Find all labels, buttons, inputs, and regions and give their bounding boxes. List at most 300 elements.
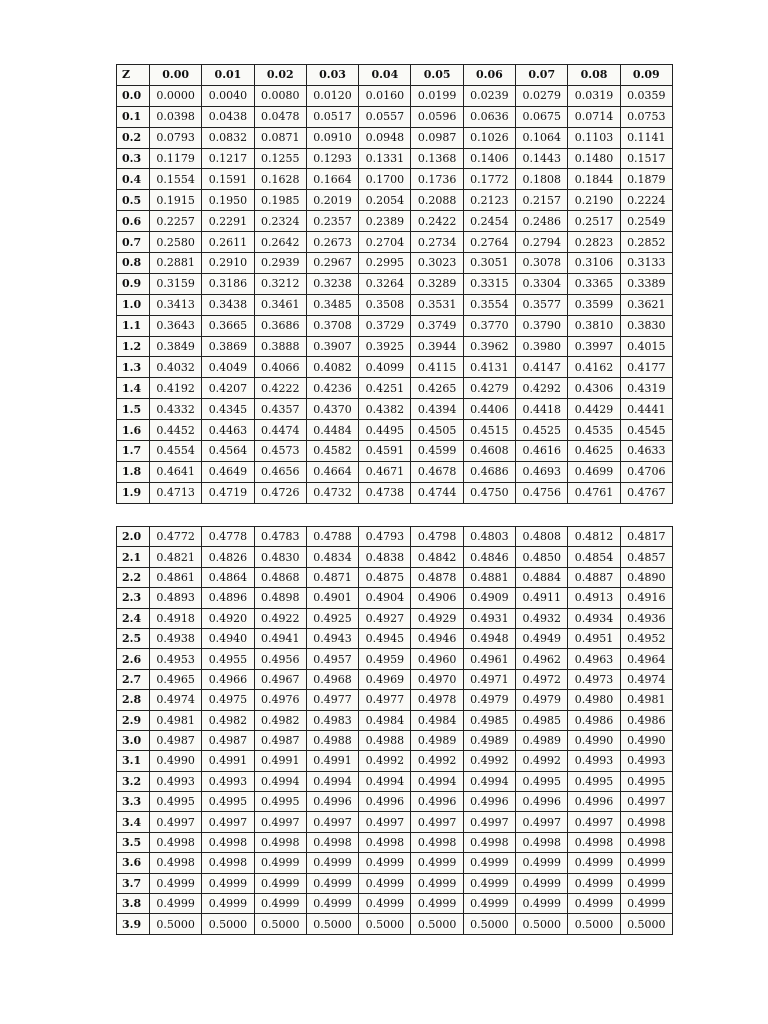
probability-cell: 0.4999 bbox=[202, 873, 254, 893]
probability-cell: 0.4893 bbox=[150, 588, 202, 608]
probability-cell: 0.1915 bbox=[150, 190, 202, 211]
probability-cell: 0.2673 bbox=[306, 232, 358, 253]
probability-cell: 0.0000 bbox=[150, 85, 202, 106]
probability-cell: 0.2794 bbox=[516, 232, 568, 253]
table-row bbox=[117, 853, 673, 873]
probability-cell: 0.1480 bbox=[568, 148, 620, 169]
probability-cell: 0.4357 bbox=[254, 399, 306, 420]
probability-cell: 0.4997 bbox=[620, 792, 672, 812]
z-value-cell: 3.3 bbox=[117, 792, 150, 812]
probability-cell: 0.4999 bbox=[306, 873, 358, 893]
probability-cell: 0.1406 bbox=[463, 148, 515, 169]
probability-cell: 0.0753 bbox=[620, 106, 672, 127]
probability-cell: 0.3023 bbox=[411, 253, 463, 274]
z-value-cell: 3.0 bbox=[117, 730, 150, 750]
probability-cell: 0.5000 bbox=[202, 914, 254, 934]
probability-cell: 0.4306 bbox=[568, 378, 620, 399]
probability-cell: 0.3304 bbox=[516, 273, 568, 294]
probability-cell: 0.3186 bbox=[202, 273, 254, 294]
probability-cell: 0.0910 bbox=[306, 127, 358, 148]
z-table-top-body bbox=[117, 85, 673, 503]
probability-cell: 0.4999 bbox=[620, 853, 672, 873]
col-header: 0.02 bbox=[254, 65, 306, 86]
probability-cell: 0.3159 bbox=[150, 273, 202, 294]
table-row bbox=[117, 190, 673, 211]
probability-cell: 0.4998 bbox=[359, 832, 411, 852]
z-value-cell: 1.3 bbox=[117, 357, 150, 378]
probability-cell: 0.4999 bbox=[306, 894, 358, 914]
probability-cell: 0.4951 bbox=[568, 628, 620, 648]
probability-cell: 0.4975 bbox=[202, 690, 254, 710]
probability-cell: 0.4370 bbox=[306, 399, 358, 420]
probability-cell: 0.4999 bbox=[463, 894, 515, 914]
probability-cell: 0.4998 bbox=[254, 832, 306, 852]
probability-cell: 0.4599 bbox=[411, 441, 463, 462]
table-row bbox=[117, 336, 673, 357]
table-row bbox=[117, 710, 673, 730]
probability-cell: 0.4997 bbox=[202, 812, 254, 832]
probability-cell: 0.4994 bbox=[359, 771, 411, 791]
probability-cell: 0.4967 bbox=[254, 669, 306, 689]
probability-cell: 0.4999 bbox=[254, 853, 306, 873]
probability-cell: 0.3413 bbox=[150, 294, 202, 315]
probability-cell: 0.2995 bbox=[359, 253, 411, 274]
probability-cell: 0.0948 bbox=[359, 127, 411, 148]
probability-cell: 0.5000 bbox=[359, 914, 411, 934]
probability-cell: 0.2764 bbox=[463, 232, 515, 253]
probability-cell: 0.1064 bbox=[516, 127, 568, 148]
probability-cell: 0.4808 bbox=[516, 527, 568, 547]
table-row bbox=[117, 148, 673, 169]
probability-cell: 0.4616 bbox=[516, 441, 568, 462]
probability-cell: 0.3289 bbox=[411, 273, 463, 294]
probability-cell: 0.4916 bbox=[620, 588, 672, 608]
probability-cell: 0.3315 bbox=[463, 273, 515, 294]
z-value-cell: 3.1 bbox=[117, 751, 150, 771]
probability-cell: 0.4940 bbox=[202, 628, 254, 648]
table-row bbox=[117, 588, 673, 608]
probability-cell: 0.3665 bbox=[202, 315, 254, 336]
probability-cell: 0.4986 bbox=[568, 710, 620, 730]
probability-cell: 0.4999 bbox=[202, 894, 254, 914]
probability-cell: 0.4535 bbox=[568, 420, 620, 441]
probability-cell: 0.1255 bbox=[254, 148, 306, 169]
probability-cell: 0.4999 bbox=[150, 873, 202, 893]
probability-cell: 0.4998 bbox=[202, 853, 254, 873]
probability-cell: 0.3238 bbox=[306, 273, 358, 294]
probability-cell: 0.5000 bbox=[150, 914, 202, 934]
z-value-cell: 2.8 bbox=[117, 690, 150, 710]
probability-cell: 0.4970 bbox=[411, 669, 463, 689]
probability-cell: 0.4990 bbox=[150, 751, 202, 771]
probability-cell: 0.0517 bbox=[306, 106, 358, 127]
probability-cell: 0.1443 bbox=[516, 148, 568, 169]
probability-cell: 0.4936 bbox=[620, 608, 672, 628]
probability-cell: 0.4049 bbox=[202, 357, 254, 378]
probability-cell: 0.4817 bbox=[620, 527, 672, 547]
probability-cell: 0.3962 bbox=[463, 336, 515, 357]
probability-cell: 0.2580 bbox=[150, 232, 202, 253]
probability-cell: 0.4901 bbox=[306, 588, 358, 608]
probability-cell: 0.4664 bbox=[306, 461, 358, 482]
probability-cell: 0.1591 bbox=[202, 169, 254, 190]
probability-cell: 0.4996 bbox=[411, 792, 463, 812]
z-value-cell: 3.4 bbox=[117, 812, 150, 832]
probability-cell: 0.2704 bbox=[359, 232, 411, 253]
probability-cell: 0.4996 bbox=[516, 792, 568, 812]
probability-cell: 0.4115 bbox=[411, 357, 463, 378]
probability-cell: 0.4582 bbox=[306, 441, 358, 462]
probability-cell: 0.4999 bbox=[254, 894, 306, 914]
z-value-cell: 3.7 bbox=[117, 873, 150, 893]
probability-cell: 0.4319 bbox=[620, 378, 672, 399]
z-value-cell: 2.1 bbox=[117, 547, 150, 567]
probability-cell: 0.4978 bbox=[411, 690, 463, 710]
probability-cell: 0.4999 bbox=[150, 894, 202, 914]
probability-cell: 0.4633 bbox=[620, 441, 672, 462]
probability-cell: 0.3869 bbox=[202, 336, 254, 357]
z-value-cell: 1.2 bbox=[117, 336, 150, 357]
probability-cell: 0.4941 bbox=[254, 628, 306, 648]
z-value-cell: 3.9 bbox=[117, 914, 150, 934]
probability-cell: 0.0987 bbox=[411, 127, 463, 148]
probability-cell: 0.3790 bbox=[516, 315, 568, 336]
probability-cell: 0.0239 bbox=[463, 85, 515, 106]
probability-cell: 0.4986 bbox=[620, 710, 672, 730]
probability-cell: 0.4988 bbox=[359, 730, 411, 750]
probability-cell: 0.4991 bbox=[254, 751, 306, 771]
probability-cell: 0.4686 bbox=[463, 461, 515, 482]
probability-cell: 0.2881 bbox=[150, 253, 202, 274]
probability-cell: 0.4861 bbox=[150, 567, 202, 587]
probability-cell: 0.4963 bbox=[568, 649, 620, 669]
z-value-cell: 0.1 bbox=[117, 106, 150, 127]
probability-cell: 0.0160 bbox=[359, 85, 411, 106]
probability-cell: 0.4850 bbox=[516, 547, 568, 567]
probability-cell: 0.2939 bbox=[254, 253, 306, 274]
table-row bbox=[117, 751, 673, 771]
probability-cell: 0.4966 bbox=[202, 669, 254, 689]
probability-cell: 0.4997 bbox=[150, 812, 202, 832]
table-row bbox=[117, 608, 673, 628]
probability-cell: 0.4881 bbox=[463, 567, 515, 587]
probability-cell: 0.4382 bbox=[359, 399, 411, 420]
table-row bbox=[117, 527, 673, 547]
probability-cell: 0.3106 bbox=[568, 253, 620, 274]
probability-cell: 0.3133 bbox=[620, 253, 672, 274]
probability-cell: 0.0675 bbox=[516, 106, 568, 127]
probability-cell: 0.2549 bbox=[620, 211, 672, 232]
probability-cell: 0.4251 bbox=[359, 378, 411, 399]
probability-cell: 0.4999 bbox=[516, 894, 568, 914]
probability-cell: 0.4066 bbox=[254, 357, 306, 378]
table-row bbox=[117, 914, 673, 934]
z-value-cell: 1.6 bbox=[117, 420, 150, 441]
col-header: 0.05 bbox=[411, 65, 463, 86]
probability-cell: 0.4977 bbox=[306, 690, 358, 710]
table-row bbox=[117, 690, 673, 710]
probability-cell: 0.4162 bbox=[568, 357, 620, 378]
probability-cell: 0.4989 bbox=[463, 730, 515, 750]
probability-cell: 0.4997 bbox=[306, 812, 358, 832]
z-value-cell: 3.5 bbox=[117, 832, 150, 852]
probability-cell: 0.2454 bbox=[463, 211, 515, 232]
probability-cell: 0.4995 bbox=[202, 792, 254, 812]
probability-cell: 0.4993 bbox=[568, 751, 620, 771]
probability-cell: 0.4998 bbox=[202, 832, 254, 852]
probability-cell: 0.4177 bbox=[620, 357, 672, 378]
probability-cell: 0.4999 bbox=[359, 894, 411, 914]
probability-cell: 0.4279 bbox=[463, 378, 515, 399]
probability-cell: 0.4875 bbox=[359, 567, 411, 587]
z-value-cell: 0.5 bbox=[117, 190, 150, 211]
probability-cell: 0.3212 bbox=[254, 273, 306, 294]
probability-cell: 0.4949 bbox=[516, 628, 568, 648]
probability-cell: 0.3554 bbox=[463, 294, 515, 315]
probability-cell: 0.4750 bbox=[463, 482, 515, 503]
probability-cell: 0.4713 bbox=[150, 482, 202, 503]
probability-cell: 0.4999 bbox=[411, 853, 463, 873]
probability-cell: 0.2910 bbox=[202, 253, 254, 274]
probability-cell: 0.4821 bbox=[150, 547, 202, 567]
table-row bbox=[117, 771, 673, 791]
probability-cell: 0.4995 bbox=[516, 771, 568, 791]
probability-cell: 0.3508 bbox=[359, 294, 411, 315]
probability-cell: 0.4591 bbox=[359, 441, 411, 462]
probability-cell: 0.4909 bbox=[463, 588, 515, 608]
probability-cell: 0.0596 bbox=[411, 106, 463, 127]
probability-cell: 0.3621 bbox=[620, 294, 672, 315]
probability-cell: 0.4957 bbox=[306, 649, 358, 669]
probability-cell: 0.3264 bbox=[359, 273, 411, 294]
probability-cell: 0.1179 bbox=[150, 148, 202, 169]
probability-cell: 0.4830 bbox=[254, 547, 306, 567]
probability-cell: 0.4999 bbox=[359, 853, 411, 873]
table-row bbox=[117, 253, 673, 274]
probability-cell: 0.4945 bbox=[359, 628, 411, 648]
probability-cell: 0.4994 bbox=[306, 771, 358, 791]
probability-cell: 0.2224 bbox=[620, 190, 672, 211]
probability-cell: 0.4332 bbox=[150, 399, 202, 420]
probability-cell: 0.2422 bbox=[411, 211, 463, 232]
probability-cell: 0.4783 bbox=[254, 527, 306, 547]
probability-cell: 0.4934 bbox=[568, 608, 620, 628]
probability-cell: 0.4931 bbox=[463, 608, 515, 628]
z-value-cell: 2.9 bbox=[117, 710, 150, 730]
probability-cell: 0.4463 bbox=[202, 420, 254, 441]
table-row bbox=[117, 315, 673, 336]
probability-cell: 0.1103 bbox=[568, 127, 620, 148]
probability-cell: 0.4990 bbox=[568, 730, 620, 750]
z-value-cell: 2.0 bbox=[117, 527, 150, 547]
probability-cell: 0.4981 bbox=[620, 690, 672, 710]
probability-cell: 0.4995 bbox=[150, 792, 202, 812]
probability-cell: 0.3599 bbox=[568, 294, 620, 315]
probability-cell: 0.4999 bbox=[568, 873, 620, 893]
probability-cell: 0.4943 bbox=[306, 628, 358, 648]
probability-cell: 0.2019 bbox=[306, 190, 358, 211]
probability-cell: 0.3729 bbox=[359, 315, 411, 336]
probability-cell: 0.3531 bbox=[411, 294, 463, 315]
probability-cell: 0.0199 bbox=[411, 85, 463, 106]
z-table-bottom bbox=[116, 526, 673, 935]
probability-cell: 0.4099 bbox=[359, 357, 411, 378]
probability-cell: 0.4699 bbox=[568, 461, 620, 482]
probability-cell: 0.0040 bbox=[202, 85, 254, 106]
probability-cell: 0.4573 bbox=[254, 441, 306, 462]
probability-cell: 0.4989 bbox=[516, 730, 568, 750]
probability-cell: 0.4961 bbox=[463, 649, 515, 669]
probability-cell: 0.3980 bbox=[516, 336, 568, 357]
probability-cell: 0.5000 bbox=[306, 914, 358, 934]
probability-cell: 0.4345 bbox=[202, 399, 254, 420]
probability-cell: 0.1950 bbox=[202, 190, 254, 211]
probability-cell: 0.4968 bbox=[306, 669, 358, 689]
probability-cell: 0.4988 bbox=[306, 730, 358, 750]
probability-cell: 0.5000 bbox=[620, 914, 672, 934]
probability-cell: 0.4207 bbox=[202, 378, 254, 399]
probability-cell: 0.4999 bbox=[411, 894, 463, 914]
probability-cell: 0.4292 bbox=[516, 378, 568, 399]
table-row bbox=[117, 649, 673, 669]
probability-cell: 0.4974 bbox=[620, 669, 672, 689]
probability-cell: 0.1141 bbox=[620, 127, 672, 148]
probability-cell: 0.4999 bbox=[463, 853, 515, 873]
probability-cell: 0.4979 bbox=[516, 690, 568, 710]
probability-cell: 0.4525 bbox=[516, 420, 568, 441]
probability-cell: 0.4842 bbox=[411, 547, 463, 567]
z-value-cell: 0.7 bbox=[117, 232, 150, 253]
table-row bbox=[117, 294, 673, 315]
probability-cell: 0.4495 bbox=[359, 420, 411, 441]
probability-cell: 0.4418 bbox=[516, 399, 568, 420]
col-header: 0.07 bbox=[516, 65, 568, 86]
probability-cell: 0.4998 bbox=[516, 832, 568, 852]
probability-cell: 0.4846 bbox=[463, 547, 515, 567]
probability-cell: 0.1736 bbox=[411, 169, 463, 190]
probability-cell: 0.2611 bbox=[202, 232, 254, 253]
probability-cell: 0.2357 bbox=[306, 211, 358, 232]
probability-cell: 0.3925 bbox=[359, 336, 411, 357]
probability-cell: 0.4996 bbox=[306, 792, 358, 812]
table-row bbox=[117, 378, 673, 399]
probability-cell: 0.4995 bbox=[568, 771, 620, 791]
probability-cell: 0.4913 bbox=[568, 588, 620, 608]
probability-cell: 0.4732 bbox=[306, 482, 358, 503]
z-value-cell: 3.6 bbox=[117, 853, 150, 873]
probability-cell: 0.4960 bbox=[411, 649, 463, 669]
probability-cell: 0.3770 bbox=[463, 315, 515, 336]
probability-cell: 0.3485 bbox=[306, 294, 358, 315]
probability-cell: 0.4993 bbox=[150, 771, 202, 791]
z-value-cell: 2.5 bbox=[117, 628, 150, 648]
probability-cell: 0.1517 bbox=[620, 148, 672, 169]
probability-cell: 0.4999 bbox=[411, 873, 463, 893]
probability-cell: 0.4236 bbox=[306, 378, 358, 399]
probability-cell: 0.2517 bbox=[568, 211, 620, 232]
probability-cell: 0.1331 bbox=[359, 148, 411, 169]
z-table-bottom-body bbox=[117, 527, 673, 935]
probability-cell: 0.1985 bbox=[254, 190, 306, 211]
probability-cell: 0.5000 bbox=[568, 914, 620, 934]
probability-cell: 0.4878 bbox=[411, 567, 463, 587]
probability-cell: 0.3078 bbox=[516, 253, 568, 274]
probability-cell: 0.1368 bbox=[411, 148, 463, 169]
probability-cell: 0.4999 bbox=[463, 873, 515, 893]
table-row bbox=[117, 894, 673, 914]
probability-cell: 0.4671 bbox=[359, 461, 411, 482]
probability-cell: 0.4656 bbox=[254, 461, 306, 482]
probability-cell: 0.5000 bbox=[516, 914, 568, 934]
probability-cell: 0.4798 bbox=[411, 527, 463, 547]
probability-cell: 0.4987 bbox=[202, 730, 254, 750]
probability-cell: 0.0438 bbox=[202, 106, 254, 127]
probability-cell: 0.4998 bbox=[568, 832, 620, 852]
probability-cell: 0.4515 bbox=[463, 420, 515, 441]
probability-cell: 0.4871 bbox=[306, 567, 358, 587]
header-row bbox=[117, 65, 673, 86]
probability-cell: 0.4706 bbox=[620, 461, 672, 482]
probability-cell: 0.4857 bbox=[620, 547, 672, 567]
probability-cell: 0.4826 bbox=[202, 547, 254, 567]
probability-cell: 0.4999 bbox=[516, 853, 568, 873]
probability-cell: 0.3389 bbox=[620, 273, 672, 294]
probability-cell: 0.4868 bbox=[254, 567, 306, 587]
probability-cell: 0.4997 bbox=[463, 812, 515, 832]
probability-cell: 0.4906 bbox=[411, 588, 463, 608]
probability-cell: 0.0319 bbox=[568, 85, 620, 106]
z-value-cell: 1.0 bbox=[117, 294, 150, 315]
probability-cell: 0.4147 bbox=[516, 357, 568, 378]
probability-cell: 0.4997 bbox=[359, 812, 411, 832]
probability-cell: 0.4788 bbox=[306, 527, 358, 547]
probability-cell: 0.4972 bbox=[516, 669, 568, 689]
probability-cell: 0.4719 bbox=[202, 482, 254, 503]
z-value-cell: 0.8 bbox=[117, 253, 150, 274]
probability-cell: 0.4744 bbox=[411, 482, 463, 503]
probability-cell: 0.1628 bbox=[254, 169, 306, 190]
table-row bbox=[117, 211, 673, 232]
z-value-cell: 0.2 bbox=[117, 127, 150, 148]
z-value-cell: 2.6 bbox=[117, 649, 150, 669]
probability-cell: 0.4726 bbox=[254, 482, 306, 503]
probability-cell: 0.4929 bbox=[411, 608, 463, 628]
probability-cell: 0.2389 bbox=[359, 211, 411, 232]
probability-cell: 0.4998 bbox=[150, 853, 202, 873]
col-header: 0.01 bbox=[202, 65, 254, 86]
probability-cell: 0.4946 bbox=[411, 628, 463, 648]
probability-cell: 0.4984 bbox=[359, 710, 411, 730]
probability-cell: 0.1554 bbox=[150, 169, 202, 190]
table-row bbox=[117, 628, 673, 648]
probability-cell: 0.0080 bbox=[254, 85, 306, 106]
probability-cell: 0.4995 bbox=[620, 771, 672, 791]
probability-cell: 0.4964 bbox=[620, 649, 672, 669]
probability-cell: 0.4973 bbox=[568, 669, 620, 689]
table-row bbox=[117, 669, 673, 689]
probability-cell: 0.4994 bbox=[411, 771, 463, 791]
probability-cell: 0.2486 bbox=[516, 211, 568, 232]
probability-cell: 0.5000 bbox=[463, 914, 515, 934]
probability-cell: 0.4834 bbox=[306, 547, 358, 567]
table-row bbox=[117, 232, 673, 253]
probability-cell: 0.4980 bbox=[568, 690, 620, 710]
probability-cell: 0.3686 bbox=[254, 315, 306, 336]
probability-cell: 0.3907 bbox=[306, 336, 358, 357]
probability-cell: 0.4998 bbox=[411, 832, 463, 852]
probability-cell: 0.1772 bbox=[463, 169, 515, 190]
probability-cell: 0.4976 bbox=[254, 690, 306, 710]
